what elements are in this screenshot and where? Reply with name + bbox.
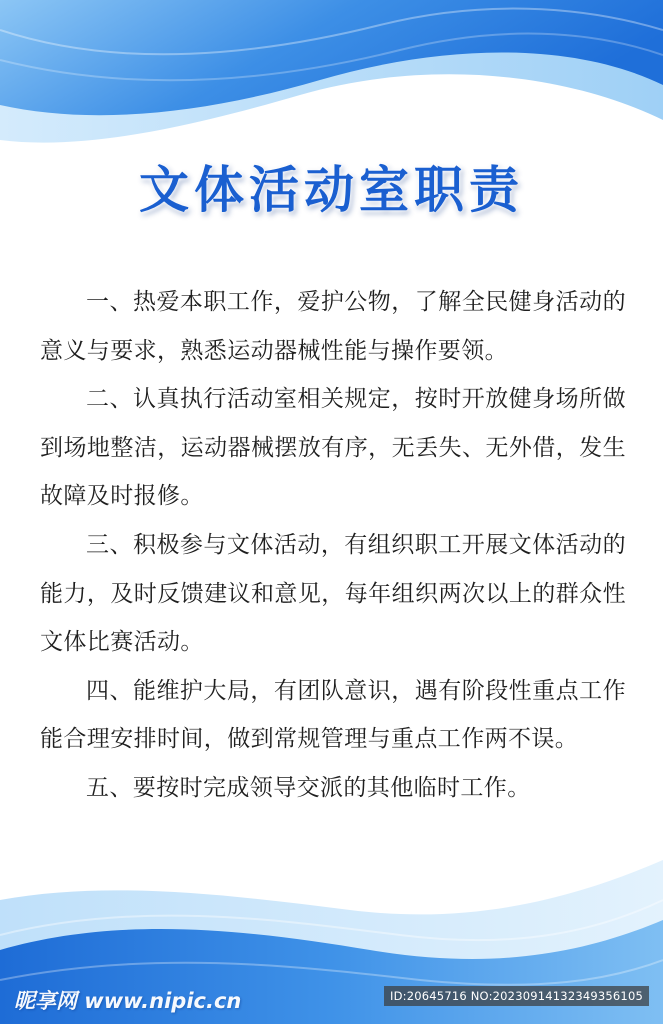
duty-item-3: 三、积极参与文体活动，有组织职工开展文体活动的能力，及时反馈建议和意见，每年组织两次以上的群众性文体比赛活动。 <box>40 531 626 656</box>
nipic-watermark-logo: 昵享网 www.nipic.cn <box>14 989 242 1013</box>
poster-title: 文体活动室职责 <box>139 161 524 219</box>
duty-item-2: 二、认真执行活动室相关规定，按时开放健身场所做到场地整洁，运动器械摆放有序，无丢失、无外借，发生故障及时报修。 <box>40 386 626 510</box>
duties-list <box>40 278 626 813</box>
duty-item-5: 五、要按时完成领导交派的其他临时工作。 <box>86 774 531 801</box>
duty-item-1: 一、热爱本职工作，爱护公物，了解全民健身活动的意义与要求，熟悉运动器械性能与操作要领。 <box>40 289 626 364</box>
image-id-watermark: ID:20645716 NO:20230914132349356105 <box>384 986 649 1006</box>
duty-item-4: 四、能维护大局，有团队意识，遇有阶段性重点工作能合理安排时间，做到常规管理与重点工作两不误。 <box>40 677 626 753</box>
top-wave-decoration <box>0 0 663 170</box>
